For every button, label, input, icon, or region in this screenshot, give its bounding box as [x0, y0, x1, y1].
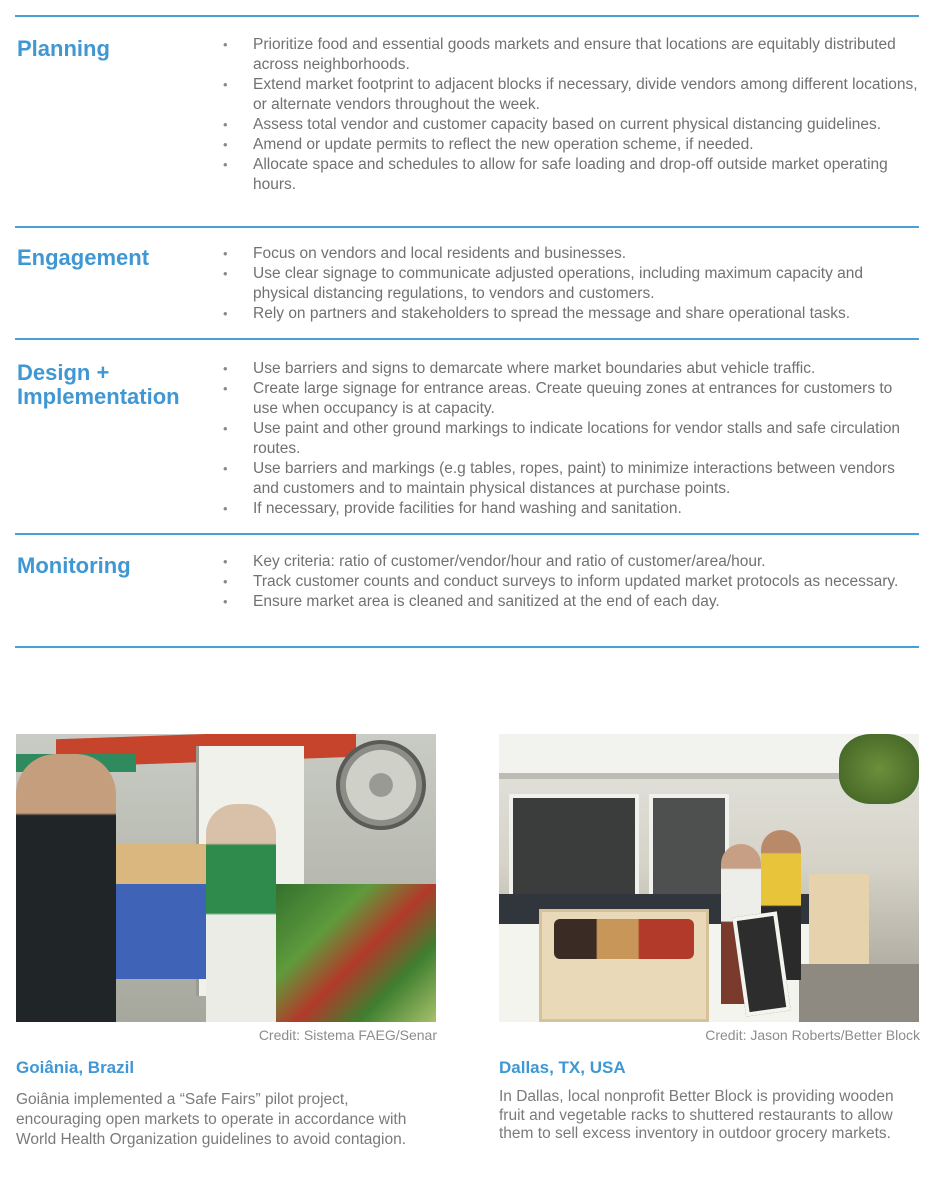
row-body-planning	[222, 17, 919, 226]
list-item: • Use barriers and markings (e.g tables, ropes, paint) to minimize interactions between vendors and customers and to maintain physical distances at purchase points.	[222, 459, 919, 499]
row-design-implementation	[15, 340, 919, 535]
bullet-list	[222, 244, 919, 324]
row-monitoring	[15, 535, 919, 648]
photo-credit: Credit: Sistema FAEG/Senar	[258, 1027, 437, 1043]
list-item: • Create large signage for entrance areas. Create queuing zones at entrances for customers to use when occupancy is at capacity.	[222, 379, 919, 419]
guidelines-table	[15, 15, 919, 648]
list-item: • Amend or update permits to reflect the new operation scheme, if needed.	[222, 135, 919, 155]
row-title-line: Design +	[17, 360, 110, 385]
list-item: • Prioritize food and essential goods markets and ensure that locations are equitably distributed across neighborhoods.	[222, 35, 919, 75]
list-item: • Use clear signage to communicate adjusted operations, including maximum capacity and physical distancing regulations, to vendors and customers.	[222, 264, 919, 304]
row-title-line: Implementation	[17, 384, 180, 409]
list-item: • Allocate space and schedules to allow for safe loading and drop-off outside market operating hours.	[222, 155, 919, 195]
bullet-list	[222, 35, 919, 195]
case-study-goiania	[16, 734, 437, 1150]
list-item: • Track customer counts and conduct surveys to inform updated market protocols as necessary.	[222, 572, 919, 592]
case-description: In Dallas, local nonprofit Better Block is providing wooden fruit and vegetable racks to shuttered restaurants to allow them to sell excess inventory in outdoor grocery markets.	[499, 1088, 894, 1142]
row-title-engagement: Engagement	[17, 245, 150, 270]
list-item: • If necessary, provide facilities for hand washing and sanitation.	[222, 499, 919, 519]
bullet-list	[222, 552, 919, 612]
row-body-design-implementation	[222, 340, 919, 533]
list-item: • Ensure market area is cleaned and sanitized at the end of each day.	[222, 592, 919, 612]
list-item: • Use barriers and signs to demarcate where market boundaries abut vehicle traffic.	[222, 359, 919, 379]
list-item: • Focus on vendors and local residents and businesses.	[222, 244, 919, 264]
row-body-engagement	[222, 228, 919, 338]
list-item: • Extend market footprint to adjacent blocks if necessary, divide vendors among different locations, or alternate vendors throughout the week.	[222, 75, 919, 115]
list-item: • Assess total vendor and customer capacity based on current physical distancing guidelines.	[222, 115, 919, 135]
row-title-monitoring: Monitoring	[17, 553, 131, 578]
case-title: Goiânia, Brazil	[16, 1058, 135, 1077]
row-title-planning: Planning	[17, 36, 110, 61]
photo-credit: Credit: Jason Roberts/Better Block	[705, 1027, 920, 1043]
case-description: Goiânia implemented a “Safe Fairs” pilot project, encouraging open markets to operate in accordance with World Health Organization guidelines to avoid contagion.	[16, 1091, 407, 1148]
list-item: • Key criteria: ratio of customer/vendor/hour and ratio of customer/area/hour.	[222, 552, 919, 572]
market-photo-goiania	[16, 734, 436, 1022]
row-body-monitoring	[222, 535, 919, 646]
bullet-list	[222, 359, 919, 519]
list-item: • Use paint and other ground markings to indicate locations for vendor stalls and safe circulation routes.	[222, 419, 919, 459]
row-engagement	[15, 228, 919, 340]
market-photo-dallas	[499, 734, 919, 1022]
list-item: • Rely on partners and stakeholders to spread the message and share operational tasks.	[222, 304, 919, 324]
case-title: Dallas, TX, USA	[499, 1058, 626, 1077]
row-planning	[15, 17, 919, 228]
row-title-design-implementation	[15, 340, 222, 533]
case-study-dallas	[499, 734, 920, 1144]
